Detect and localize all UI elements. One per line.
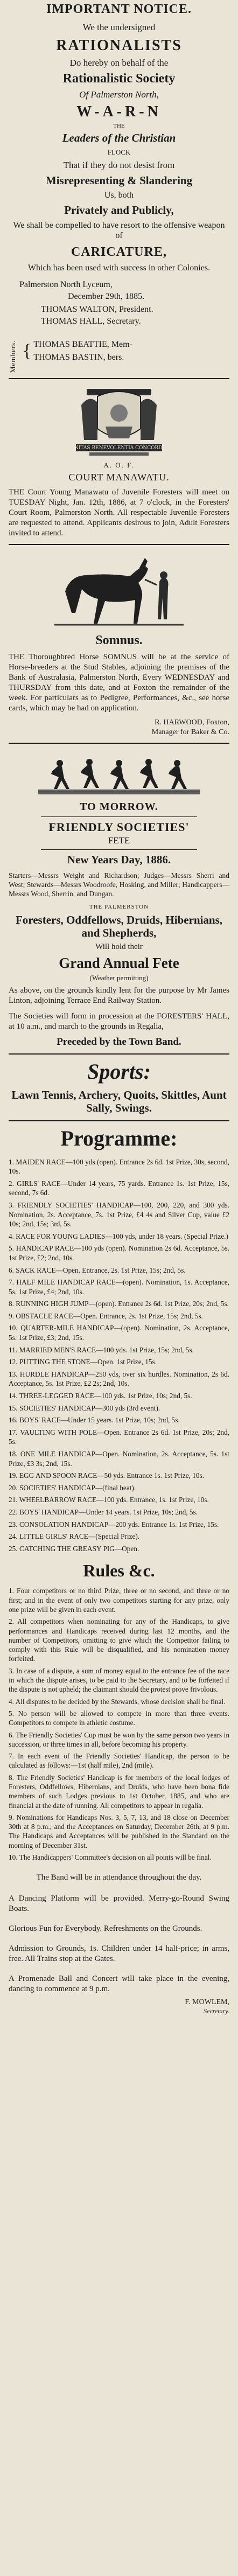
programme-item: 22. BOYS' HANDICAP—Under 14 years. 1st Prize, 10s; 2nd, 5s.: [9, 1507, 198, 1516]
rationalists-notice: [9, 2, 229, 373]
rule-item: 6. The Friendly Societies' Cup must be won by the same person two years in succession, or three times in all, before becoming his property.: [9, 1730, 229, 1748]
programme-item: 20. SOCIETIES' HANDICAP—(final heat).: [9, 1483, 136, 1492]
programme-item: 2. GIRLS' RACE—Under 14 years, 75 yards. Entrance 1s. 1st Prize, 15s, second, 7s 6d.: [9, 1179, 229, 1197]
programme-item: 11. MARRIED MEN'S RACE—100 yds. 1st Prize, 15s; 2nd, 5s.: [9, 1345, 194, 1354]
programme-item: 17. VAULTING WITH POLE—Open. Entrance 2s 6d. 1st Prize, 20s; 2nd, 5s.: [9, 1428, 229, 1446]
somnus-signature: R. HARWOOD, Foxton,: [155, 718, 229, 727]
notice-date: December 29th, 1885.: [68, 292, 145, 301]
rule-item: 9. Nominations for Handicaps Nos. 3, 5, 7, 13, and 18 close on December 30th at 8 p.m.; and the Acceptances on Saturday, December 26th, at 9 p.m. The Handicaps and Acceptances will be published in the Standard on the morning of December 31st.: [9, 1813, 229, 1849]
programme-list: [9, 1157, 229, 1554]
programme-item: 25. CATCHING THE GREASY PIG—Open.: [9, 1544, 139, 1553]
notice-misrep: Misrepresenting & Slandering: [45, 174, 193, 187]
divider: [41, 816, 197, 817]
signatory: THOMAS WALTON, President.: [41, 305, 153, 314]
notice-line: We the undersigned: [82, 22, 156, 32]
fete-grand: Grand Annual Fete: [59, 955, 179, 972]
fete-will: Will hold their: [95, 943, 143, 952]
programme-item: 24. LITTLE GIRLS' RACE—(Special Prize).: [9, 1532, 140, 1541]
divider: [9, 544, 229, 545]
fete-preceded: Preceded by the Town Band.: [57, 1036, 181, 1048]
notice-line: Which has been used with success in other Colonies.: [27, 263, 211, 273]
sports-title: Sports:: [87, 1059, 151, 1084]
signatory: THOMAS BEATTIE, Mem-: [33, 340, 132, 349]
rule-item: 7. In each event of the Friendly Societies' Handicap, the person to be calculated as follows:—1st (half mile), 2nd (mile).: [9, 1752, 229, 1770]
fete-officials: Starters—Messrs Weight and Richardson; Judges—Messrs Sherri and West; Stewards—Messrs Woodroofe, Hosking, and Miller; Handicappers—Messrs Wood, Sherrin, and Dungan.: [9, 871, 229, 898]
programme-item: 18. ONE MILE HANDICAP—Open. Nomination, 2s. Acceptance, 5s. 1st Prize, £3 3s; 2nd, 15s.: [9, 1450, 229, 1468]
divider: [41, 849, 197, 850]
runners-image: [38, 748, 200, 797]
fete-footer: [9, 1873, 229, 2015]
fete-weather: (Weather permitting): [89, 974, 149, 982]
rules-title: Rules &c.: [83, 1561, 155, 1581]
programme-item: 23. CONSOLATION HANDICAP—200 yds. Entrance 1s. 1st Prize, 15s.: [9, 1520, 219, 1528]
programme-item: 1. MAIDEN RACE—100 yds (open). Entrance 2s 6d. 1st Prize, 30s, second, 10s.: [9, 1157, 229, 1176]
notice-the: THE: [113, 123, 125, 129]
footer-band: The Band will be in attendance throughout the day.: [36, 1873, 202, 1882]
horse-image: [49, 549, 189, 630]
footer-promenade: A Promenade Ball and Concert will take place in the evening, dancing to commence at 9 p.m.: [9, 1974, 229, 1994]
programme-item: 3. FRIENDLY SOCIETIES' HANDICAP—100, 200, 220, and 300 yds. Nomination, 2s. Acceptance, 7s. 1st Prize, £4 4s and Silver Cup, value £2 10s; 2nd, 15s; 3rd, 5s.: [9, 1200, 229, 1228]
fete-procession: The Societies will form in procession at the FORESTERS' HALL, at 10 a.m., and march to the grounds in Regalia,: [9, 1012, 229, 1031]
programme-item: 19. EGG AND SPOON RACE—50 yds. Entrance 1s. 1st Prize, 10s.: [9, 1471, 205, 1480]
rule-item: 5. No person will be allowed to compete in more than three events. Competitors to compete in athletic costume.: [9, 1709, 229, 1727]
signatory: THOMAS HALL, Secretary.: [41, 317, 141, 326]
notice-line: Us, both: [104, 191, 134, 200]
programme-item: 15. SOCIETIES' HANDICAP—300 yds (3rd event).: [9, 1404, 160, 1412]
divider: [9, 743, 229, 744]
rule-item: 10. The Handicappers' Committee's decision on all points will be final.: [9, 1853, 212, 1862]
somnus-body: THE Thoroughbred Horse SOMNUS will be at the service of Horse-breeders at the Stud Stables, adjoining the premises of the Bank of Australasia, Palmerston North, Every WEDNESDAY and THURSDAY from this date, and at Foxton the remainder of the week. For particulars as to Pedigree, Performances, &c., see horse cards, which may be had on application.: [9, 653, 229, 713]
rule-item: 4. All disputes to be decided by the Stewards, whose decision shall be final.: [9, 1697, 226, 1706]
fete-tomorrow: TO MORROW.: [80, 801, 158, 813]
programme-item: 5. HANDICAP RACE—100 yds (open). Nomination 2s 6d. Acceptance, 5s. 1st Prize, £2; 2nd, 10s.: [9, 1244, 229, 1262]
fete-fete: FETE: [108, 835, 130, 846]
footer-signature-title: Secretary.: [204, 2007, 229, 2015]
divider: [9, 1120, 229, 1121]
notice-warn: W-A-R-N: [76, 103, 162, 120]
notice-privately: Privately and Publicly,: [64, 204, 174, 217]
notice-society: Rationalistic Society: [62, 72, 176, 86]
sports: [9, 1059, 229, 1114]
rules-list: [9, 1586, 229, 1862]
footer-signature: F. MOWLEM,: [185, 1998, 229, 2007]
programme-item: 7. HALF MILE HANDICAP RACE—(open). Nomination, 1s. Acceptance, 5s. 1st Prize, £4; 2nd, 10s.: [9, 1278, 229, 1296]
rules: [9, 1561, 229, 1862]
somnus-signature: Manager for Baker & Co.: [151, 728, 229, 736]
notice-leaders: Leaders of the Christian: [62, 131, 176, 144]
programme-title: Programme:: [60, 1126, 178, 1150]
fete-orders: Foresters, Oddfellows, Druids, Hibernians, and Shepherds,: [15, 913, 223, 940]
divider: [9, 1053, 229, 1055]
aof-court: COURT MANAWATU.: [68, 472, 170, 483]
divider: [9, 378, 229, 379]
newspaper-column: [9, 0, 229, 2015]
court-crest-image: [65, 383, 173, 459]
rule-item: 3. In case of a dispute, a sum of money equal to the entrance fee of the race in which the dispute arises, to be paid to the Secretary, and to be forfeited if the dispute is not upheld; the claimant should the protest prove frivolous.: [9, 1666, 229, 1694]
fete-title: FRIENDLY SOCIETIES': [48, 820, 190, 834]
fete-notice: [9, 801, 229, 1048]
notice-line: We shall be compelled to have resort to the offensive weapon of: [13, 221, 225, 240]
notice-place: Palmerston North Lyceum,: [19, 280, 113, 289]
programme-item: 9. OBSTACLE RACE—Open. Entrance, 2s. 1st Prize, 15s; 2nd, 5s.: [9, 1311, 203, 1320]
programme-item: 16. BOYS' RACE—Under 15 years. 1st Prize, 10s; 2nd, 5s.: [9, 1416, 180, 1425]
programme-item: 10. QUARTER-MILE HANDICAP—(open). Nomination, 2s. Acceptance, 5s. 1st Prize, £3; 2nd, 15s.: [9, 1324, 229, 1342]
notice-flock: FLOCK: [107, 148, 131, 156]
programme-item: 8. RUNNING HIGH JUMP—(open). Entrance 2s 6d. 1st Prize, 20s; 2nd, 5s.: [9, 1300, 229, 1308]
programme: [9, 1126, 229, 1554]
aof-heading: A. O. F.: [103, 461, 135, 469]
rule-item: 2. All competitors when nominating for any of the Handicaps, to give performances and Handicaps received during last 12 months, and the number of Competitors, omitting to give which the Competitor failing to comply with this Rule will be disqualified, and his nomination money forfeited.: [9, 1617, 229, 1663]
fete-ground: As above, on the grounds kindly lent for the purpose by Mr James Linton, adjoining Terrace End Railway Station.: [9, 986, 229, 1006]
notice-caricature: CARICATURE,: [71, 245, 167, 259]
sports-list: Lawn Tennis, Archery, Quoits, Skittles, Aunt Sally, Swings.: [11, 1088, 227, 1115]
footer-glorious: Glorious Fun for Everybody. Refreshments on the Grounds.: [9, 1924, 202, 1933]
svg-text:UNITAS BENEVOLENTIA CONCORDIA: UNITAS BENEVOLENTIA CONCORDIA: [70, 445, 168, 451]
fete-the-palmerston: THE PALMERSTON: [89, 904, 149, 910]
notice-line: That if they do not desist from: [63, 160, 175, 170]
footer-dancing: A Dancing Platform will be provided. Merry-go-Round Swing Boats.: [9, 1894, 229, 1914]
programme-item: 14. THREE-LEGGED RACE—100 yds. 1st Prize, 10s; 2nd, 5s.: [9, 1392, 192, 1400]
footer-admission: Admission to Grounds, 1s. Children under 14 half-price; in arms, free. All Trains stop at the Gates.: [9, 1944, 229, 1964]
fete-day: New Years Day, 1886.: [67, 853, 171, 866]
aof-body: THE Court Young Manawatu of Juvenile Foresters will meet on TUESDAY Night, Jan. 12th, 1886, at 7 o'clock, in the Foresters' Court Room, Palmerston North. All respectable Juvenile Foresters are requested to attend. Applicants desirous to join, Adult Foresters invited to attend.: [9, 488, 229, 537]
notice-rationalists: RATIONALISTS: [56, 37, 182, 54]
rule-item: 1. Four competitors or no third Prize, three or no second, and three or no first; and in the event of only two competitors starting for any prize, only one prize will be given in each event.: [9, 1587, 229, 1614]
notice-line: Of Palmerston North,: [79, 89, 159, 100]
programme-item: 13. HURDLE HANDICAP—250 yds, over six hurdles. Nomination, 2s 6d. Acceptance, 5s. 1st Prize, £2 2s; 2nd, 10s.: [9, 1370, 229, 1388]
programme-item: 4. RACE FOR YOUNG LADIES—100 yds, under 18 years. (Special Prize.): [9, 1232, 228, 1240]
notice-title: IMPORTANT NOTICE.: [46, 2, 192, 16]
programme-item: 21. WHEELBARROW RACE—100 yds. Entrance, 1s. 1st Prize, 10s.: [9, 1496, 209, 1504]
aof-notice: [9, 383, 229, 539]
somnus-notice: [9, 549, 229, 737]
brace: {: [23, 341, 32, 361]
rule-item: 8. The Friendly Societies' Handicap is for members of the local lodges of Foresters, Oddfellows, Hibernians, and Druids, who have been bona fide members of such Lodges previous to 1st October, 1885, and who are financial at the date of running. All competitors to appear in regalia.: [9, 1773, 229, 1810]
notice-line: Do hereby on behalf of the: [69, 58, 169, 68]
members-side-label: Members.: [9, 340, 17, 373]
programme-item: 6. SACK RACE—Open. Entrance, 2s. 1st Prize, 15s; 2nd, 5s.: [9, 1266, 186, 1274]
somnus-title: Somnus.: [95, 633, 143, 647]
programme-item: 12. PUTTING THE STONE—Open. 1st Prize, 15s.: [9, 1358, 157, 1366]
signatory: THOMAS BASTIN, bers.: [33, 353, 124, 362]
